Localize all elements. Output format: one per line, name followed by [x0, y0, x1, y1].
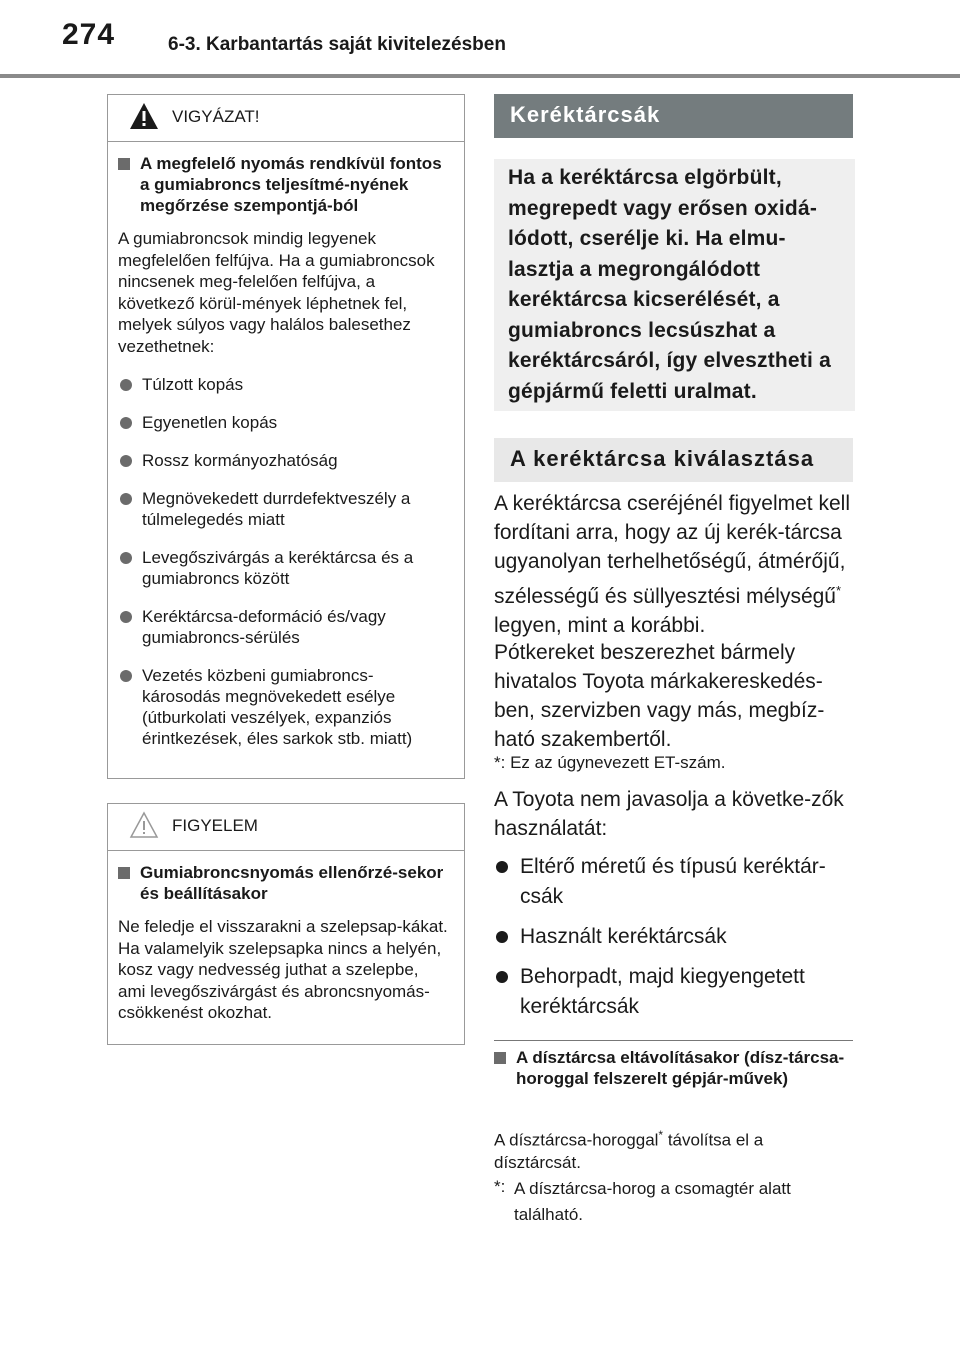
bullet-dot-icon — [120, 493, 132, 505]
selection-paragraph-3: A Toyota nem javasolja a követke-zők használatát: — [494, 788, 844, 840]
bullet-dot-icon — [120, 379, 132, 391]
caution-paragraph: A gumiabroncsok mindig legyenek megfelelően felfújva. Ha a gumiabroncsok nincsenek meg-felelően felfújva, a következő körül-mények léphetnek fel, melyek súlyos vagy halálos balesethez vezethetnek: — [118, 229, 435, 356]
caution-subheading: A megfelelő nyomás rendkívül fontos a gumiabroncs teljesítmé-nyének megőrzése szempontjá-ból — [118, 153, 448, 216]
selection-paragraph-2: Pótkereket beszerezhet bármely hivatalos Toyota márkakereskedés-ben, szervizben vagy más, megbíz-ható szakembertől. — [494, 641, 825, 751]
bullet-dot-icon — [120, 455, 132, 467]
square-bullet-icon — [118, 158, 130, 170]
wheels-heading: Keréktárcsák — [510, 102, 661, 127]
square-bullet-icon — [494, 1052, 506, 1064]
hubcap-divider — [494, 1040, 853, 1041]
selection-bullet-item: Használt keréktárcsák — [494, 922, 856, 952]
notice-box — [107, 803, 465, 1045]
selection-heading: A keréktárcsa kiválasztása — [510, 446, 815, 471]
caution-bullet-item: Rossz kormányozhatóság — [118, 450, 448, 471]
bullet-dot-icon — [120, 417, 132, 429]
square-bullet-icon — [118, 867, 130, 879]
selection-heading-bar — [494, 438, 853, 482]
bullet-dot-icon — [496, 931, 508, 943]
notice-subheading: Gumiabroncsnyomás ellenőrzé-sekor és beállításakor — [118, 862, 448, 904]
warning-icon — [128, 101, 160, 131]
caution-bullet-item: Megnövekedett durrdefektveszély a túlmelegedés miatt — [118, 488, 448, 530]
bullet-dot-icon — [496, 971, 508, 983]
caution-bullet-item: Levegőszivárgás a keréktárcsa és a gumiabroncs között — [118, 547, 448, 589]
selection-bullet-item: Eltérő méretű és típusú keréktár-csák — [494, 852, 856, 912]
bullet-dot-icon — [496, 861, 508, 873]
caution-header — [108, 95, 464, 142]
caution-title: VIGYÁZAT! — [172, 107, 260, 126]
selection-paragraph-1: A keréktárcsa cseréjénél figyelmet kell fordítani arra, hogy az új kerék-tárcsa ugyanolyan terhelhetőségű, átmérőjű, szélességű és süllyesztési mélységű* legyen, mint a korábbi. — [494, 492, 850, 637]
wheels-highlight-box — [494, 159, 855, 411]
hubcap-text: A dísztárcsa-horoggal* távolítsa el a dísztárcsát. — [494, 1128, 764, 1172]
bullet-dot-icon — [120, 552, 132, 564]
selection-footnote: *: Ez az úgynevezett ET-szám. — [494, 753, 726, 772]
bullet-dot-icon — [120, 670, 132, 682]
section-title: 6-3. Karbantartás saját kivitelezésben — [168, 34, 506, 55]
hubcap-subheading: A dísztárcsa eltávolításakor (dísz-tárcsa-horoggal felszerelt gépjár-művek) — [494, 1047, 856, 1089]
hubcap-footnote: *: A dísztárcsa-horog a csomagtér alatt található. — [494, 1177, 791, 1224]
caution-bullet-item: Egyenetlen kopás — [118, 412, 448, 433]
caution-outline-icon — [128, 810, 160, 840]
wheels-highlight-text: Ha a keréktárcsa elgörbült, megrepedt vagy erősen oxidá-lódott, cserélje ki. Ha elmu-lasztja a megrongálódott keréktárcsa kicserélését, a gumiabroncs lecsúszhat a keréktárcsáról, így elvesztheti a gépjármű feletti uralmat. — [508, 166, 831, 403]
notice-paragraph: Ne feledje el visszarakni a szelepsap-kákat. Ha valamelyik szelepsapka nincs a helyén, kosz vagy nedvesség juthat a szelepbe, ami levegőszivárgást és abroncsnyomás-csökkenést okozhat. — [118, 917, 448, 1022]
header-rule — [0, 74, 960, 78]
caution-bullet-item: Keréktárcsa-deformáció és/vagy gumiabroncs-sérülés — [118, 606, 448, 648]
notice-title: FIGYELEM — [172, 816, 258, 835]
caution-bullet-item: Túlzott kopás — [118, 374, 448, 395]
caution-box — [107, 94, 465, 779]
bullet-dot-icon — [120, 611, 132, 623]
page-number: 274 — [62, 18, 116, 51]
selection-bullet-item: Behorpadt, majd kiegyengetett keréktárcsák — [494, 962, 856, 1022]
caution-bullet-item: Vezetés közbeni gumiabroncs-károsodás megnövekedett esélye (útburkolati veszélyek, expanziós érintkezések, éles sarkok stb. miatt) — [118, 665, 448, 749]
notice-header — [108, 804, 464, 851]
wheels-heading-bar — [494, 94, 853, 138]
